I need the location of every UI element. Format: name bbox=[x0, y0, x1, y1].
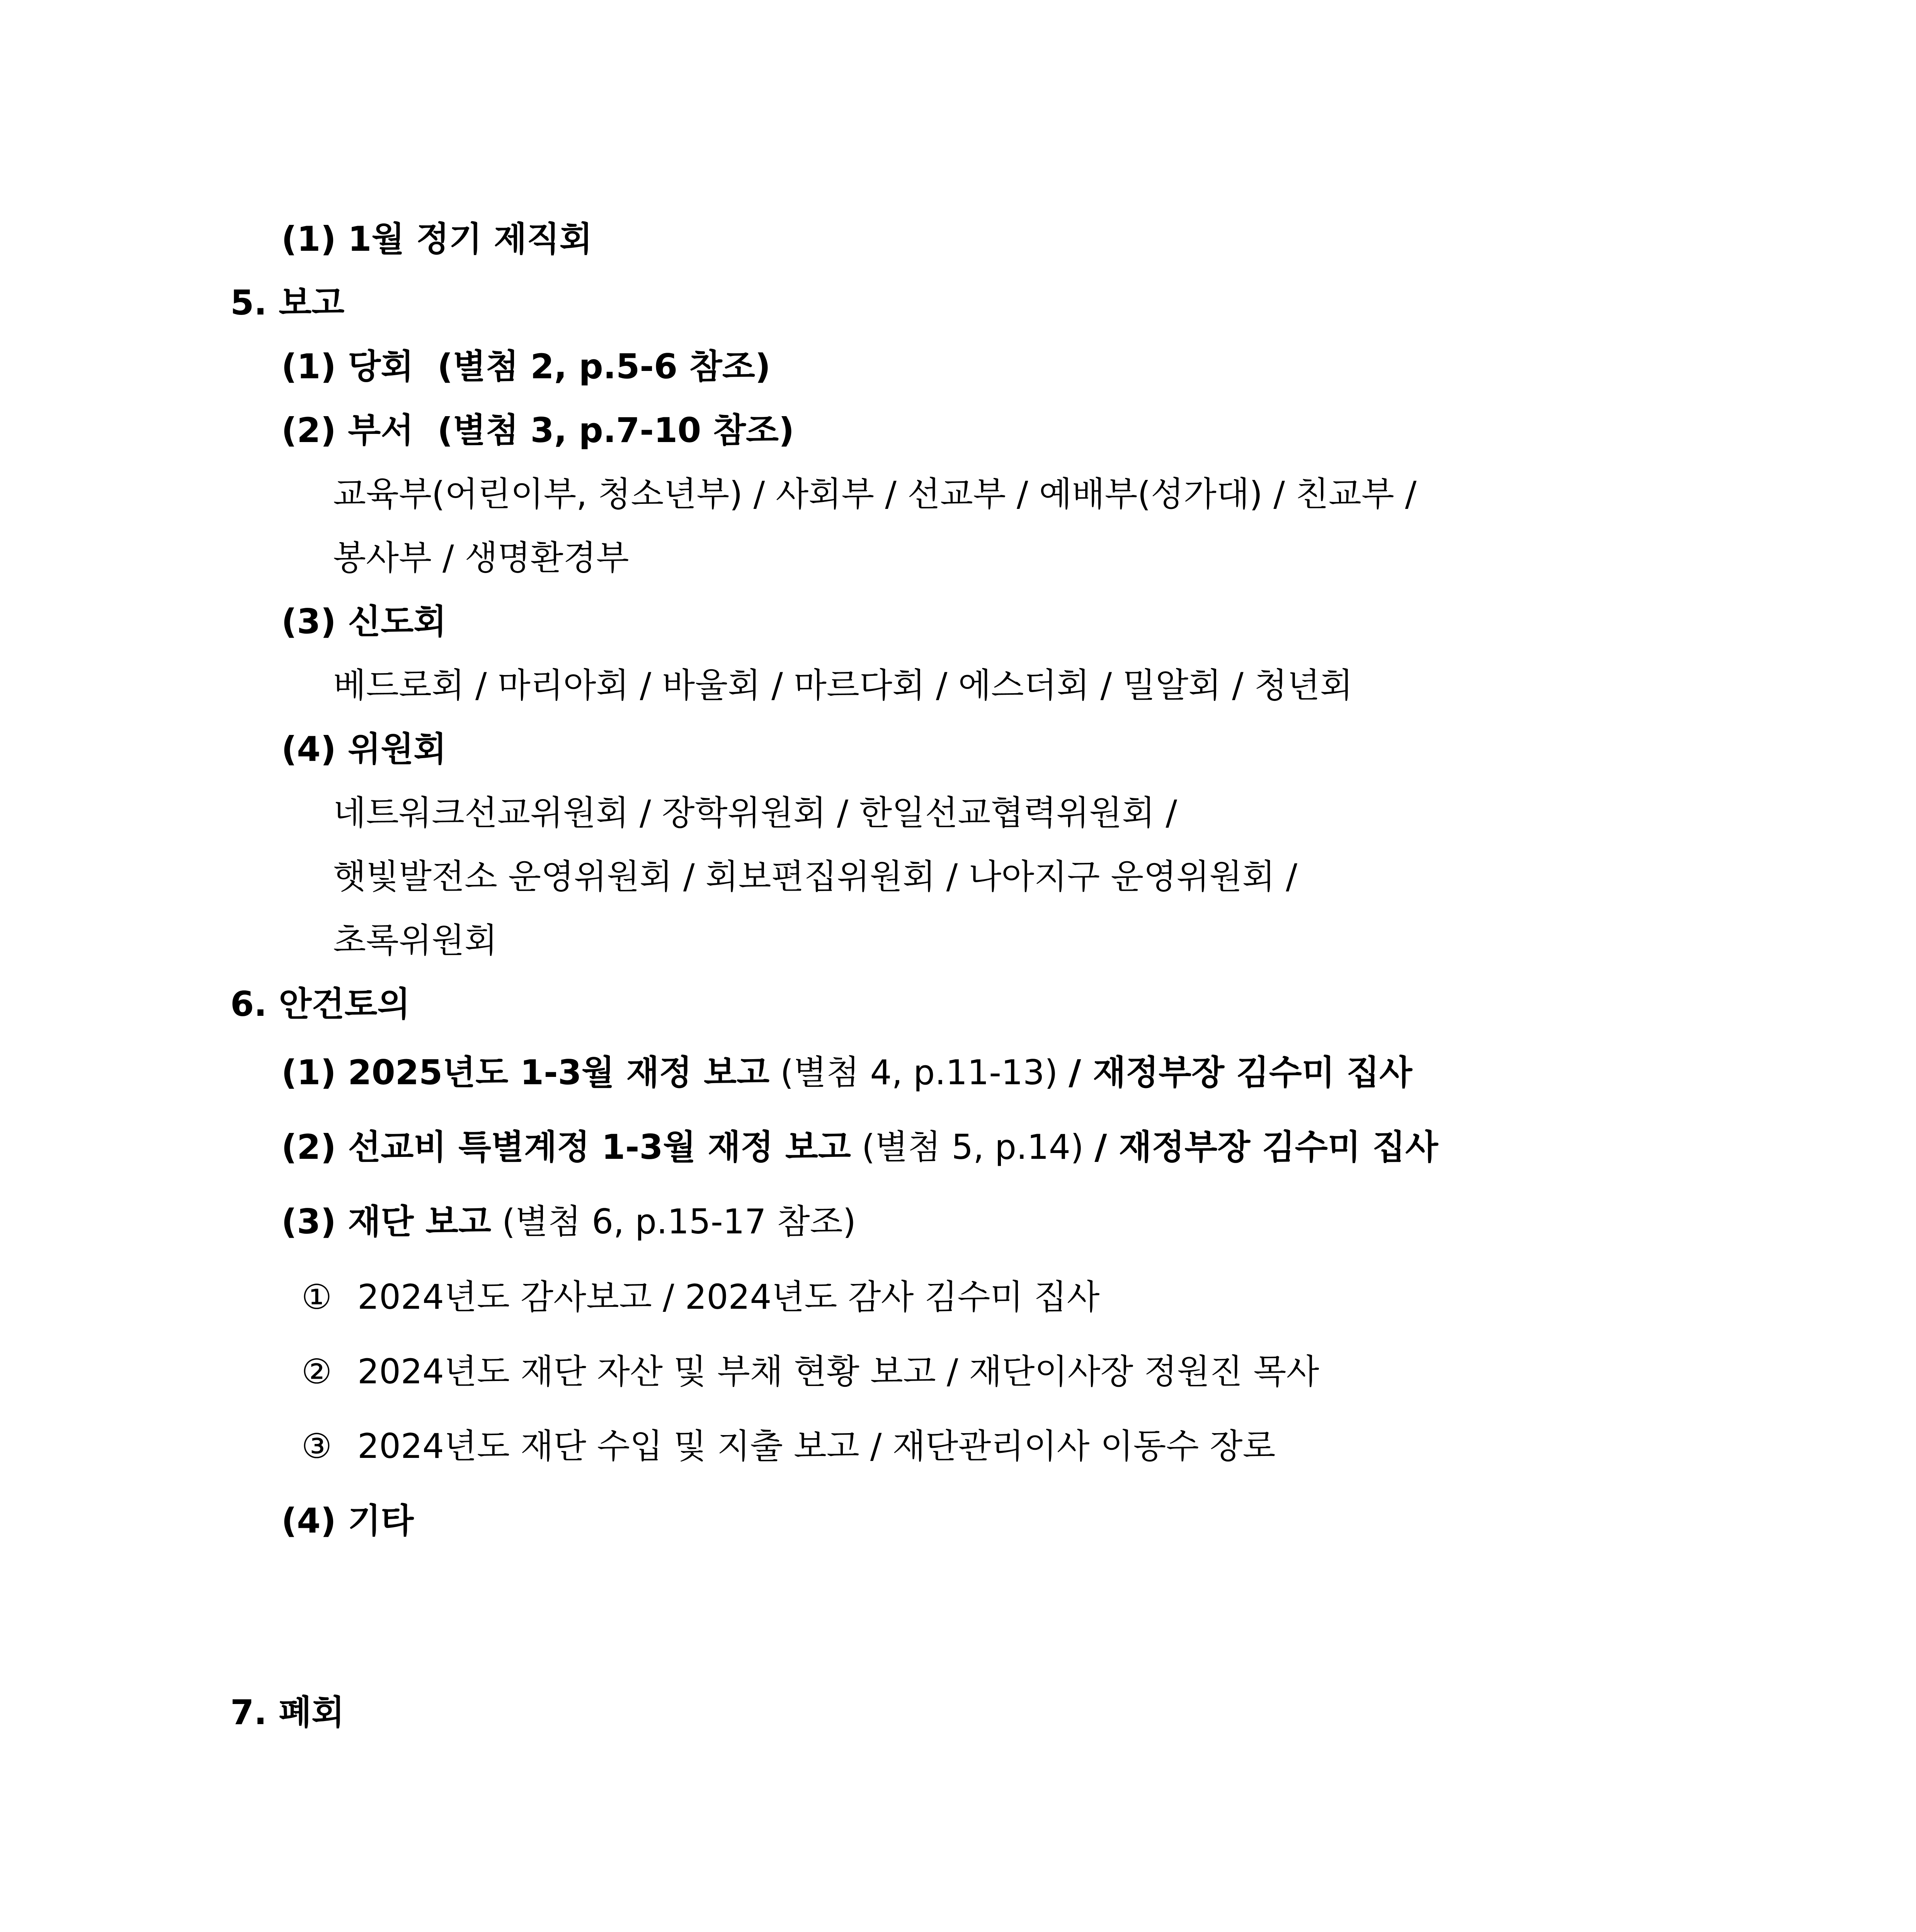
section-6-item1 bbox=[281, 1053, 1412, 1092]
sub-item-3-text: 2024년도 재단 수입 및 지출 보고 / 재단관리이사 이동수 장로 bbox=[357, 1426, 1276, 1466]
section-5-sub3-line1: 베드로회 / 마리아회 / 바울회 / 마르다회 / 에스더회 / 밀알회 / 청년회 bbox=[333, 665, 1353, 705]
section-5-sub4-line1: 네트워크선교위원회 / 장학위원회 / 한일선교협력위원회 / bbox=[333, 793, 1177, 833]
section-5-title: 5. 보고 bbox=[230, 283, 345, 323]
item2-head: (2) 선교비 특별계정 1-3월 재정 보고 bbox=[281, 1127, 851, 1167]
section-5-sub2-line2: 봉사부 / 생명환경부 bbox=[333, 538, 629, 578]
circled-two-marker: ② bbox=[301, 1352, 332, 1391]
section-5-sub4-line3: 초록위원회 bbox=[333, 920, 498, 960]
circled-one-marker: ① bbox=[301, 1277, 332, 1317]
item-january-meeting: (1) 1월 정기 제직회 bbox=[281, 219, 592, 259]
sub-item-1 bbox=[301, 1277, 1100, 1317]
section-5-sub3: (3) 신도회 bbox=[281, 602, 447, 641]
sub-item-2-text: 2024년도 재단 자산 및 부채 현황 보고 / 재단이사장 정원진 목사 bbox=[357, 1352, 1319, 1391]
item1-head: (1) 2025년도 1-3월 재정 보고 bbox=[281, 1053, 770, 1092]
item2-tail: / 재정부장 김수미 집사 bbox=[1094, 1127, 1438, 1167]
item1-ref: (별첨 4, p.11-13) bbox=[769, 1053, 1069, 1092]
section-7-title: 7. 폐회 bbox=[230, 1692, 345, 1732]
item3-ref: (별첨 6, p.15-17 참조) bbox=[491, 1202, 856, 1242]
section-6-title: 6. 안건토의 bbox=[230, 984, 410, 1024]
section-5-sub4-line2: 햇빛발전소 운영위원회 / 회보편집위원회 / 나아지구 운영위원회 / bbox=[333, 857, 1297, 896]
section-5-sub2-line1: 교육부(어린이부, 청소년부) / 사회부 / 선교부 / 예배부(성가대) / 친교부 / bbox=[333, 474, 1417, 514]
section-6-item4: (4) 기타 bbox=[281, 1501, 414, 1541]
section-6-item2 bbox=[281, 1127, 1438, 1167]
sub-item-3 bbox=[301, 1426, 1276, 1466]
circled-three-marker: ③ bbox=[301, 1426, 332, 1466]
item3-head: (3) 재단 보고 bbox=[281, 1202, 491, 1242]
section-6-item3 bbox=[281, 1202, 856, 1242]
item1-tail: / 재정부장 김수미 집사 bbox=[1069, 1053, 1412, 1092]
sub-item-2 bbox=[301, 1352, 1319, 1391]
section-5-sub4: (4) 위원회 bbox=[281, 729, 447, 769]
section-5-sub2: (2) 부서 (별첨 3, p.7-10 참조) bbox=[281, 410, 795, 450]
item2-ref: (별첨 5, p.14) bbox=[851, 1127, 1095, 1167]
section-5-sub1: (1) 당회 (별첨 2, p.5-6 참조) bbox=[281, 347, 771, 386]
sub-item-1-text: 2024년도 감사보고 / 2024년도 감사 김수미 집사 bbox=[357, 1277, 1100, 1317]
